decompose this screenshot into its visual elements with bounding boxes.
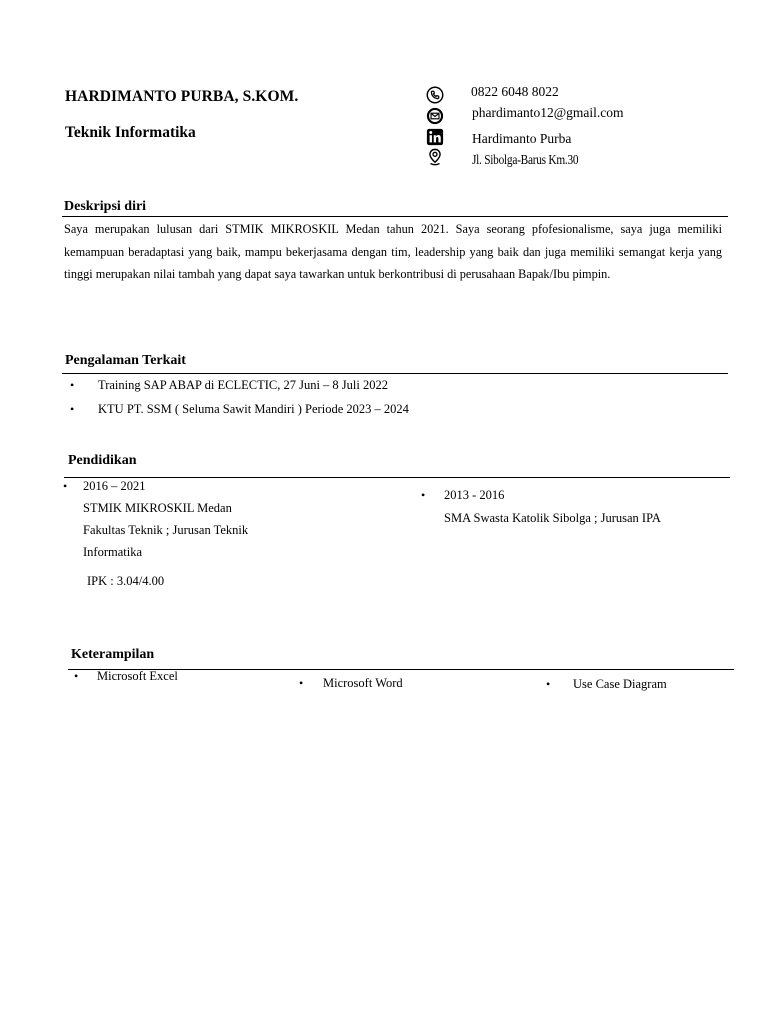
section-title-education: Pendidikan [68,453,137,468]
divider [64,477,730,478]
skill-item: Microsoft Word [323,676,403,690]
location-icon [426,148,444,166]
divider [62,216,728,217]
section-title-about: Deskripsi diri [64,199,147,214]
phone-icon [426,86,444,104]
education-left-years: 2016 – 2021 [83,479,146,493]
divider [62,373,728,374]
bullet-icon: • [74,669,79,683]
about-text: Saya merupakan lulusan dari STMIK MIKROSKIL Medan tahun 2021. Saya seorang pfofesionalisme, saya juga memiliki kemampuan beradaptasi yang baik, mampu bekerjasama dengan tim, leadership yang baik dan juga memiliki semangat kerja yang tinggi merupakan nilai tambah yang dapat saya tawarkan untuk berkontribusi di perusahaan Bapak/Ibu pimpin. [64,222,722,281]
education-right-years: 2013 - 2016 [444,488,505,502]
education-ipk: IPK : 3.04/4.00 [87,574,165,588]
email-icon [426,107,444,125]
skill-item: Use Case Diagram [573,677,667,691]
education-left-department: Informatika [83,545,143,559]
education-right-school: SMA Swasta Katolik Sibolga ; Jurusan IPA [444,511,661,525]
linkedin-name: Hardimanto Purba [472,131,572,146]
bullet-icon: • [70,378,75,392]
phone-number: 0822 6048 8022 [471,84,559,99]
bullet-icon: • [70,402,75,416]
experience-item: KTU PT. SSM ( Seluma Sawit Mandiri ) Periode 2023 – 2024 [98,402,409,416]
bullet-icon: • [421,488,426,502]
bullet-icon: • [546,677,551,691]
section-title-skills: Keterampilan [71,647,155,662]
address: Jl. Sibolga-Barus Km.30 [472,152,579,167]
email-address: phardimanto12@gmail.com [472,105,624,120]
education-left-school: STMIK MIKROSKIL Medan [83,501,232,515]
education-left-department: Fakultas Teknik ; Jurusan Teknik [83,523,249,537]
skill-item: Microsoft Excel [97,669,178,683]
section-title-experience: Pengalaman Terkait [65,353,186,368]
candidate-major: Teknik Informatika [65,124,196,141]
candidate-name: HARDIMANTO PURBA, S.KOM. [65,88,299,105]
experience-item: Training SAP ABAP di ECLECTIC, 27 Juni – 8 Juli 2022 [98,378,388,392]
bullet-icon: • [299,676,304,690]
bullet-icon: • [63,479,68,493]
linkedin-icon [426,128,444,146]
